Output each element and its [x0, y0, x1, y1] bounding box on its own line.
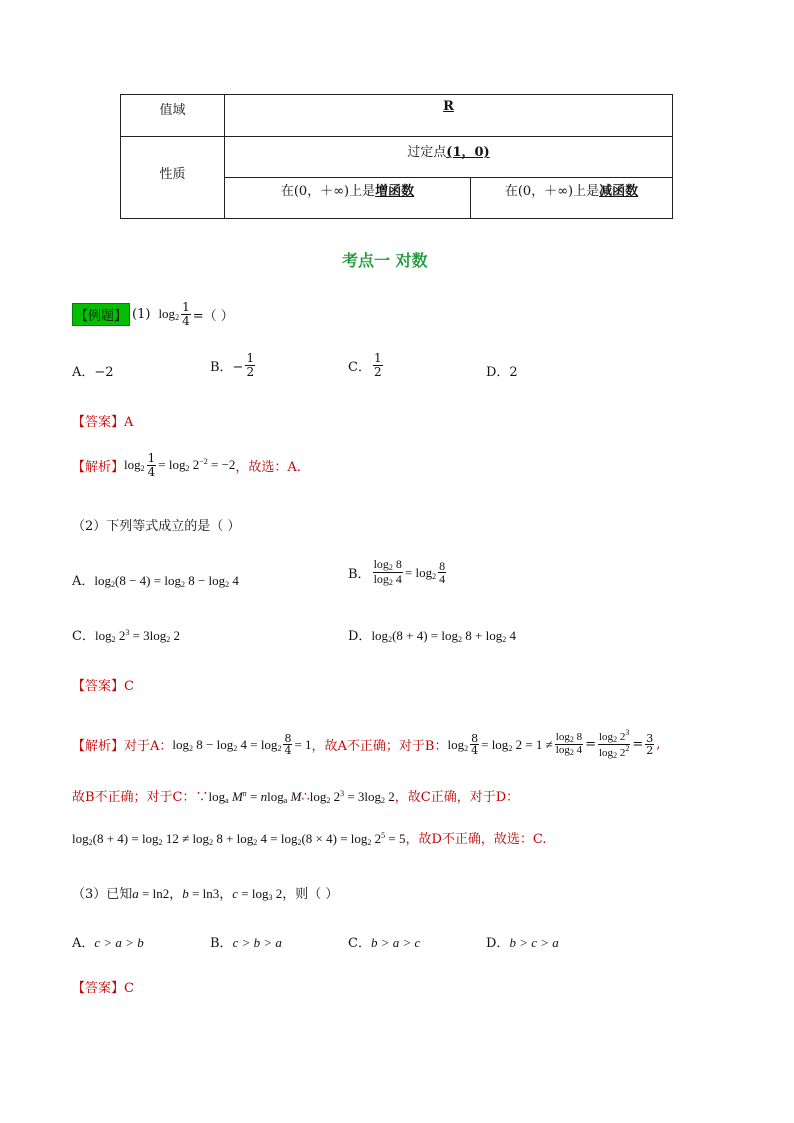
option-a-1: A．−2: [72, 365, 114, 380]
fixed-point-cell: [225, 137, 673, 178]
question-1: [72, 301, 234, 327]
range-label: 值域: [159, 103, 186, 118]
option-c-3: C．b > a > c: [348, 935, 421, 951]
property-table: [120, 94, 673, 219]
option-d-1: D．2: [486, 365, 518, 380]
question-1-expr: $\log_2$: [158, 306, 180, 323]
example-tag: 【例题】: [72, 303, 130, 326]
option-b-3: B．c > b > a: [210, 935, 282, 951]
property-label-cell: [121, 137, 225, 219]
question-1-label: (1): [132, 306, 151, 322]
answer-1: 【答案】A: [72, 415, 134, 430]
increasing-emph: 增函数: [375, 184, 415, 199]
property-label: 性质: [159, 167, 186, 182]
analysis-1: 【解析】 $\log_2$ $\frac{1}{4}$ = $\log_2 2^{-2} = -2$ ，故选：A.: [72, 451, 301, 479]
range-label-cell: [121, 95, 225, 137]
option-c-2: C．$\log_2 2^3 = 3\log_2$ 2: [72, 628, 181, 644]
fixed-point: (1，0): [446, 145, 490, 160]
answer-3: 【答案】C: [72, 981, 134, 996]
increasing-text: 在(0，＋∞)上是增函数: [280, 184, 415, 199]
analysis-2-line-1: 【解析】 对于A： $\log_2 8 - \log_2 4 = \log_2$ $\frac{8}{4}$ = 1 ，故A不正确；对于B： $\log_2$ $\frac{8}{4}$ = $\log_2 2 = 1$ ≠ $\frac{\log_2 8}{\log_2 4}$ = $\frac{\log_2 2^3}{\log_2 2^2}$ = $\frac{3}{2}$ ,: [72, 728, 661, 761]
option-d-3: D．b > c > a: [486, 935, 559, 951]
option-b-1: B．− $\frac{1}{2}$: [210, 351, 255, 379]
range-value: R: [443, 99, 454, 114]
question-1-fraction: $\frac{1}{4}$: [182, 300, 190, 328]
answer-2: 【答案】C: [72, 679, 134, 694]
decreasing-text: 在(0，＋∞)上是减函数: [504, 184, 639, 199]
section-title: 考点一 对数: [342, 251, 428, 270]
option-a-3: A．c > a > b: [72, 935, 144, 951]
analysis-2-line-3: $\log_2(8 + 4) = \log_2 12 \ne \log_2 8 + \log_2 4 = \log_2(8 \times 4) = \log_2 2^5 = 5$，故D不正确，故选：C.: [72, 831, 547, 847]
fixed-point-text: 过定点(1，0): [407, 145, 490, 160]
question-2: （2）下列等式成立的是（ ）: [72, 519, 241, 534]
decreasing-emph: 减函数: [599, 184, 639, 199]
question-1-blank: =（ ）: [192, 308, 234, 324]
analysis-2-line-2: 故B不正确；对于C：$\because\log_a$ $M^n = nlog_a$ $M\therefore\log_2$ $2^3 = 3\log_2$ 2，故C正确，对于D：: [72, 789, 520, 805]
decreasing-cell: [471, 178, 673, 219]
option-b-2: B． $\frac{\log_2 8}{\log_2 4}$ = $\log_2$ $\frac{8}{4}$: [348, 557, 446, 588]
option-a-2: A．$\log_2(8 - 4) = \log_2 8 - \log_2 4$: [72, 573, 239, 589]
increasing-cell: [225, 178, 471, 219]
option-c-1: C． $\frac{1}{2}$: [348, 351, 382, 379]
option-d-2: D．$\log_2(8 + 4) = \log_2 8 + \log_2 4$: [348, 628, 516, 644]
range-value-cell: [225, 95, 673, 137]
question-3: （3）已知a = ln2，b = ln3，$c = \log_3 2$，则（ ）: [72, 886, 339, 902]
